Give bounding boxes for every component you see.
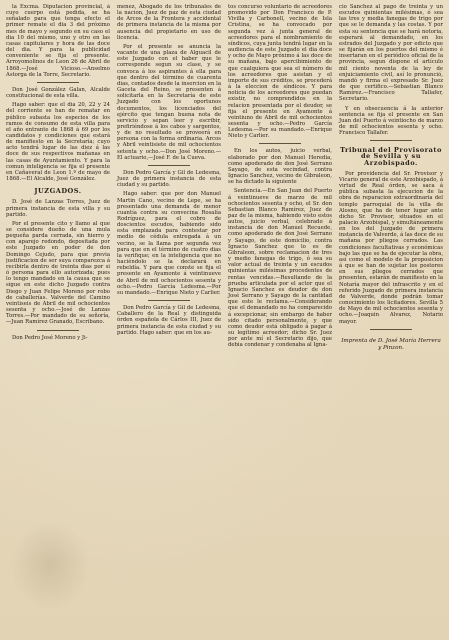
section-divider [148,300,190,301]
notice-paragraph: Por el presente se anuncia la vacante de una plaza de Alguacil de este Juzgado con el haber que le corresponde segun su clase, y se convoca á los aspirantes á ella para que dentro del término de cuarenta dias, contados desde la insercion en la Gaceta del Reino, se presenten á solicitarla en la Secretaría de este Juzgado con los oportunos documentos, los licenciados del ejército que tengan buena nota de servicio y sepan leer y escribir, prefiriéndose á los cabos y sargentos, y de no resultado se proveerá en persona con la forma ordinaria. Arcos y Abril veintisiete de mil ochocientos setenta y ocho.—Don José Moreno.—El actuario,—José F. de la Cueva. [117,43,221,161]
notice-paragraph: Por el presente cito y llamo al que se considere dueño de una mula pequeña parda cerrada, sin hierro y con aparejo redondo, depositada por este Juzgado en poder de don Domingo Cejudo, para que previa justificacion de ser suya comparezca á recibirla dentro de treinta dias por si ó persona para ello autorizada; pues lo tengo mandado en la causa que se sigue en este dicho Juzgado contra Diego y Juan Felipe Moreno por robo de caballerías. Valverde del Camino veintiseis de Abril de mil ochocientos sesenta y ocho.—José de Lanzas Torres.—Por mandado de su señoría, —Juan Ramírez Granado, Escribano. [6,220,110,326]
notice-paragraph: Hago saber: que el dia 20, 22 y 24 del corriente se han de rematar en público subasta los especies de los ramos de consumo de esta villa para el año entrante de 1868 á 69 por los candidatos y condiciones que estará de manifiesto en la Secretaría; cuyo acto tendrá lugar de las diez á las doce de sus respectivos mañanas en las casas de Ayuntamiento. Y para la comun inteligencia se fija el presente en Cañaveral de Leon 1.º de mayo de 1868.—El Alcalde, José González. [6,102,110,183]
column-3 [227,4,332,636]
notice-paragraph: tos concurso voluntario de acreedores promovido por Don Francisco de P. Vivilla y Carbonell, vecino de Isla Cristina, se ha convocado por segunda vez á junta general de acreedores para el nombramiento de síndicos, cuya junta tendrá lugar en la audiencia de este Juzgado el dia doce y ocho de Mayo próximo á las doce de su mañana, bajo apercibimiento de que cualquiera que sea el número de los acreedores que asistan y el importe de sus créditos, se procederá á la eleccion de síndicos. Y para noticia de los acreedores que puedan existir, no comprendidos en la relacion presentada por el deudor, se fija el presente en Ayamonte á veintiuno de Abril de mil ochocientos sesenta y ocho.—Pedro García Ledesma.—Por su mandado.—Enrique Nieto y Carlier. [228,4,332,140]
section-heading: JUZGADOS. [34,187,82,196]
section-divider [37,82,79,83]
notice-paragraph: cio Sanchez al pago de treinta y un escudos quinientas milésimas, ó sea las tres y media fanegas de trigo por que se le demanda y las costas. Y por esta su sentencia que se hará notoria, esperará al demandado, en los estrados del Juzgado y por edicto que se fijarán en los puertos del mismo é insertaran en el periódico oficial de la provincia, segun dispone el artículo mil ciento noventa de la ley de enjuiciamiento civil, así lo pronunció, mandó y firma el expresado Sr. Juez de que certifico.—Sebastian Blanco Ramírez.—Francisco Tallafer, Secretario. [339,4,443,103]
notice-paragraph: En los autos, juicio verbal, elaborado por don Manuel Heredia, como apoderado de don José Serrano Sayago, de esta vecindad, contra Ignacio Sanchez, vecino de Gibraleon, se ha dictado la siguiente [228,148,332,186]
notice-paragraph: Por providencia del Sr. Provisor y Vicario general de este Arzobispado, á virtud de Real órden, se saca á pública subasta la ejecucion de la obra de reparacion extraordinaria del templo parroquial de la villa de Alosno, que ha de tener lugar ante dicho Sr. Provisor, situados en el palacio Arzobispal, y simultáneamente en los del Juzgado de primera instancia de Valverde, á las doce de su mañana por pliegos cerrados. Las condiciones facultativas y económicas bajo las que se ha de ejecutar la obra, así como el modelo de la proposicion á que se han de sujetar los postores en sus pliegos cerrados que presenten, estarán de manifiesto en la Notaría mayor del infrascrito y en el referido Juzgado de primera instancia de Valverde, donde podrán tomar conocimiento los licitadores. Sevilla 5 de Mayo de mil ochocientos sesenta y ocho.—Joaquin Alvarez, Notario mayor. [339,170,443,325]
notice-paragraph: Don José González Galan, Alcalde constitucional de esta villa. [6,86,110,100]
notice-paragraph: Hago saber: que por don Manuel Martin Cano, vecino de Lepe, se ha presentado una demanda de menor cuantía contra su convecina Rosalía Rodríguez, para el cobro de doscientos escudos, habiendo sido esta emplazada para contestar por medio de cédula entregada á un vecino, se la llama por segunda vez para que en el término de cuatro dias la verifique; en la inteligencia que no haciéndolo se la declarará en rebeldía. Y para que conste se fija el presente en Ayamonte á veintinueve de Abril de mil ochocientos sesenta y ocho.—Pedro García Ledesma.—Por su mandado.—Enrique Nieto y Carlier. [117,191,221,296]
notice-paragraph: Don Pedro José Moreno y Ji- [12,334,88,341]
column-2 [116,4,221,636]
notice-paragraph: Y en obsecuencia á la anterior sentencia se fija el presente en San Juan del Puerto á veintiocho de marzo de mil ochocientos sesenta y ocho. Francisco Tallafer. [339,105,443,137]
section-divider [370,329,412,330]
column-1 [6,4,110,636]
notice-paragraph: la Excma. Diputacion provincial, á cuyo cuerpo está pedida, se ha señalado para que tenga efecto el primer remate el dia 3 del próximo mes de mayo y segundo en su caso el dia 10 del mismo, uno y otro en las casas capitulares y hora de las doce del dia. Y para la publicidad conveniente se fija el presente. Arroyomolinos de Leon 26 de Abril de 1868.—José Vicioso.—Anselmo Astorga de la Torre, Secretario. [6,4,110,78]
section-divider [148,165,190,166]
notice-paragraph: Sentencia.—En San Juan del Puerto á veintinueve de marzo de mil ochocientos sesenta y ocho, el Sr. don Sebastian Blanco Ramírez, Juez de paz de la misma, habiendo visto estos autos, juicio verbal, celebrado á instancia de don Manuel Recuede, como apoderado de don José Serrano y Sayago, de este domicilio, contra Ignacio Sanchez que lo es de Gibraleon, sobre reclamacion de tres y medio fanegas de trigo, ó sea su valor actual de treinta y un escudos quinientas milésimas procedentes de rentas vencidas.—Resultando de la prueba articulada por el actor que el Ignacio Sanchez es deudor de don José Serrano y Sayago de la cantidad que este le reclama.—Considerando que el demandado no ha comparecido á excepcionar, sin embargo de haber sido citado personalmente, y que como deudor está obligado á pagar á su legítimo acreedor; dicho Sr. Juez por ante mí el Secretario dijo, que debia condenar y condenaba al Igna- [228,188,332,349]
notice-paragraph: Don Pedro García y Gil de Ledesma, Caballero de la Real y distinguida órden española de Cárlos III, Juez de primera instancia de esta ciudad y su partido. Hago saber: que en los au- [117,305,221,336]
section-divider [37,330,79,331]
notice-paragraph: Don Pedro García y Gil de Ledesma, Juez de primera instancia de esta ciudad y su partido. [117,169,221,189]
section-heading: Tribunal del Provisorato de Sevilla y su Arzobispado. [340,146,442,167]
section-divider [259,143,301,144]
text-columns [6,4,443,636]
column-4 [338,4,443,636]
printer-imprint: Imprenta de D. José María Herrera y Pinzon. [341,337,441,351]
section-divider [370,140,412,141]
notice-paragraph: menez, Abogado de los tribunales de la nacion, Juez de paz de esta ciudad de Arcos de la Frontera y accidental de primera instancia de la misma por ausencia del propietario en uso de licencia. [117,4,221,41]
notice-paragraph: D. José de Lanzas Torres, Juez de primera instancia de esta villa y su partido. [6,199,110,218]
